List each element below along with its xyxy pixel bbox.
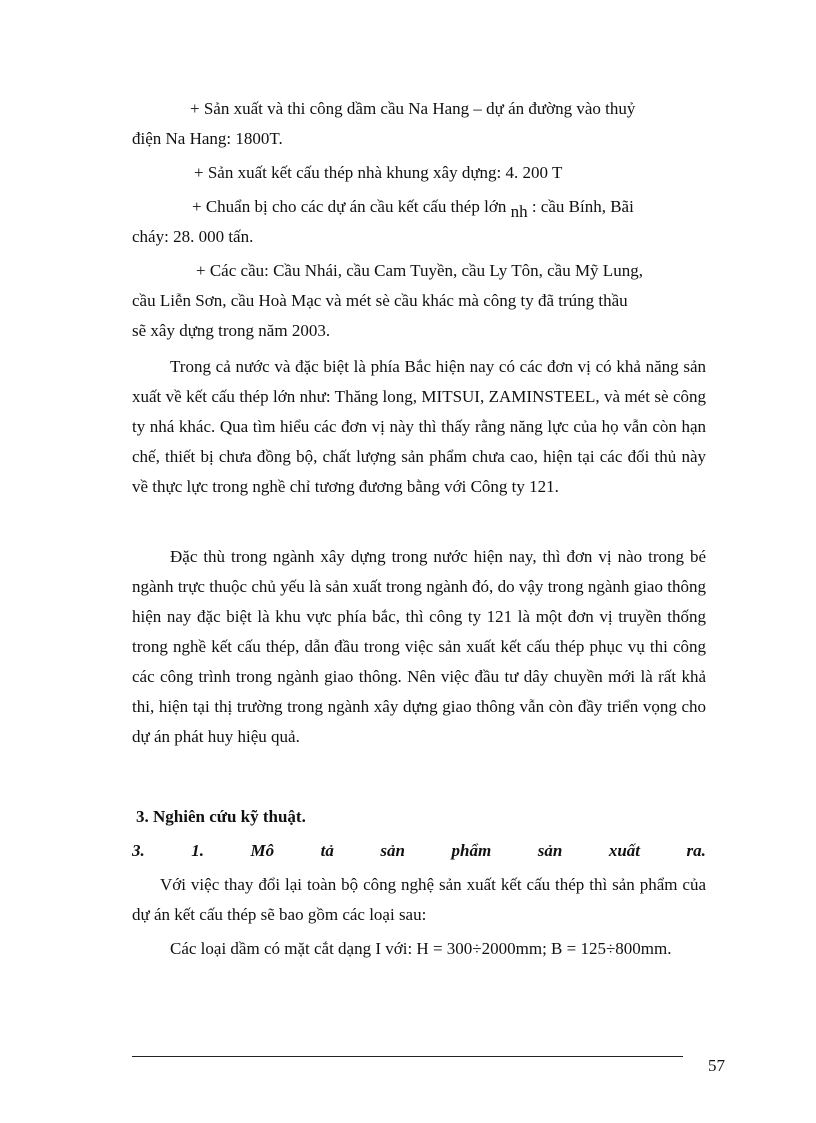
- bullet-na-hang-line-2: điện Na Hang: 1800T.: [132, 129, 283, 148]
- subheading-mo-ta-san-pham: [132, 840, 706, 862]
- bullet-cac-cau-line-3: sẽ xây dựng trong năm 2003.: [132, 321, 331, 340]
- page-number: 57: [708, 1056, 725, 1075]
- subheading-word: 3.: [132, 841, 145, 860]
- subheading-word: tả: [320, 841, 334, 860]
- paragraph-dac-thu: Đặc thù trong ngành xây dựng trong nước hiện nay, thì đơn vị nào trong bé ngành trực thuộc chủ yếu là sản xuất trong ngành đó, do vậy trong ngành giao thông hiện nay đặc biệt là khu vực phía bắc, thì công ty 121 là một đơn vị truyền thống trong nghề kết cấu thép, dẫn đầu trong việc sản xuất kết cấu thép phục vụ thi công các công trình trong ngành giao thông. Nên việc đầu tư dây chuyền mới là rất khả thi, hiện tại thị trường trong ngành xây dựng giao thông vẫn còn đầy triển vọng cho dự án phát huy hiệu quả.: [132, 547, 706, 746]
- bullet-nha-khung: + Sản xuất kết cấu thép nhà khung xây dựng: 4. 200 T: [194, 163, 563, 182]
- paragraph-trong-ca-nuoc: Trong cả nước và đặc biệt là phía Bắc hiện nay có các đơn vị có khả năng sản xuất về kết cấu thép lớn như: Thăng long, MITSUI, ZAMINSTEEL, và mét sè công ty nhá khác. Qua tìm hiểu các đơn vị này thì thấy rằng năng lực của họ vẫn còn hạn chế, thiết bị chưa đồng bộ, chất lượng sản phẩm chưa cao, hiện tại các đối thủ này về thực lực trong nghề chỉ tương đương bằng với Công ty 121.: [132, 357, 706, 496]
- paragraph-voi-viec: Với việc thay đổi lại toàn bộ công nghệ sản xuất kết cấu thép thì sản phẩm của dự án kết cấu thép sẽ bao gồm các loại sau:: [132, 875, 706, 924]
- bullet-na-hang-line-1: + Sản xuất và thi công dầm cầu Na Hang – dự án đường vào thuỷ: [190, 99, 636, 118]
- section-heading: 3. Nghiên cứu kỹ thuật.: [136, 807, 306, 826]
- bullet-chuan-bi-subscript: nh: [510, 202, 528, 221]
- bullet-chuan-bi-text-end: : cầu Bính, Bãi: [531, 197, 634, 216]
- bullet-chuan-bi-line-1: [192, 196, 634, 221]
- subheading-word: ra.: [686, 841, 706, 860]
- subheading-word: sản: [537, 841, 563, 860]
- paragraph-cac-loai-dam: Các loại dầm có mặt cắt dạng I với: H = 300÷2000mm; B = 125÷800mm.: [170, 939, 672, 958]
- subheading-word: sản: [380, 841, 405, 860]
- bullet-chuan-bi-text: + Chuẩn bị cho các dự án cầu kết cấu thép lớn: [192, 197, 507, 216]
- subheading-word: xuất: [608, 841, 640, 860]
- bullet-chuan-bi-line-2: cháy: 28. 000 tấn.: [132, 227, 254, 246]
- bullet-cac-cau-line-1: + Các cầu: Cầu Nhái, cầu Cam Tuyền, cầu Ly Tôn, cầu Mỹ Lung,: [196, 261, 643, 280]
- subheading-word: phẩm: [451, 841, 492, 860]
- subheading-word: Mô: [250, 841, 275, 860]
- bullet-cac-cau-line-2: cầu Liễn Sơn, cầu Hoà Mạc và mét sè cầu khác mà công ty đã trúng thầu: [132, 291, 628, 310]
- subheading-word: 1.: [191, 841, 205, 860]
- footer-rule: [132, 1056, 683, 1057]
